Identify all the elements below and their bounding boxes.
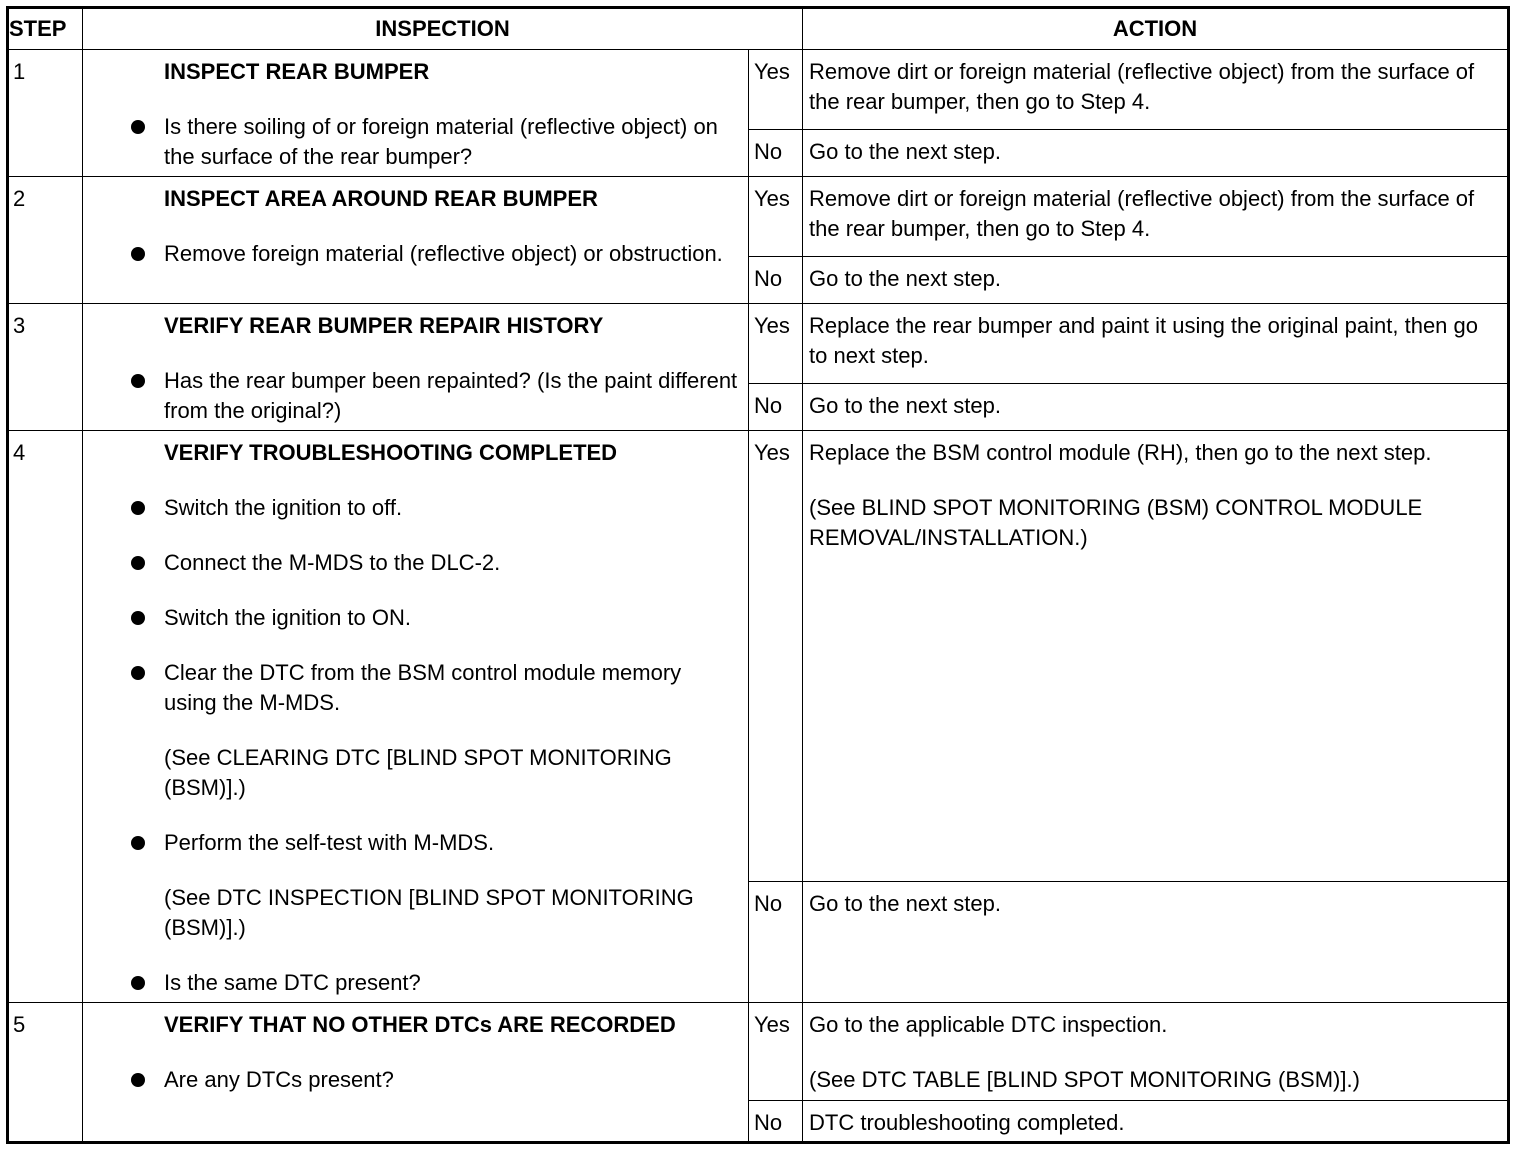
reference-note: (See DTC TABLE [BLIND SPOT MONITORING (BSM)].) [809,1067,1360,1092]
step-3-yes-row [8,304,1509,384]
no-action: Go to the next step. [803,882,1509,1003]
action-text: Replace the BSM control module (RH), then go to the next step. [809,440,1432,465]
step-4-yes-row [8,431,1509,882]
no-label: No [749,882,803,1003]
bullet-text: Is there soiling of or foreign material (reflective object) on the surface of the rear bumper? [164,114,718,169]
inspection-header: INSPECTION [83,8,803,50]
no-label: No [749,257,803,304]
bullet-item [83,493,738,523]
inspection-title: VERIFY THAT NO OTHER DTCs ARE RECORDED [164,1012,676,1037]
step-1-yes-row [8,50,1509,130]
no-label: No [749,1101,803,1143]
yes-action [803,1003,1509,1101]
bullet-text: Switch the ignition to off. [164,495,403,520]
reference-note: (See BLIND SPOT MONITORING (BSM) CONTROL MODULE REMOVAL/INSTALLATION.) [809,495,1423,550]
bullet-icon [83,603,164,633]
bullet-item [83,366,738,426]
step-number: 5 [8,1003,83,1143]
bullet-text: Is the same DTC present? [164,970,421,995]
troubleshooting-table-wrapper [6,6,1510,1144]
reference-note: (See DTC INSPECTION [BLIND SPOT MONITORING (BSM)].) [164,885,694,940]
bullet-icon [83,493,164,523]
bullet-item [83,603,738,633]
troubleshooting-table [6,6,1510,1144]
step-2-yes-row [8,177,1509,257]
bullet-icon [83,112,164,172]
header-row [8,8,1509,50]
bullet-icon [83,548,164,578]
bullet-item [83,968,738,998]
step-5-yes-row [8,1003,1509,1101]
bullet-text: Clear the DTC from the BSM control module memory using the M-MDS. [164,660,682,715]
bullet-icon [83,1065,164,1095]
bullet-item [83,548,738,578]
bullet-text: Are any DTCs present? [164,1067,394,1092]
inspection-cell [83,1003,749,1143]
step-number: 1 [8,50,83,177]
no-action: Go to the next step. [803,130,1509,177]
action-text: Go to the applicable DTC inspection. [809,1012,1168,1037]
inspection-cell [83,50,749,177]
bullet-icon [83,239,164,269]
yes-label: Yes [749,304,803,384]
bullet-icon [83,828,164,858]
no-label: No [749,130,803,177]
inspection-title: VERIFY REAR BUMPER REPAIR HISTORY [164,313,604,338]
step-header: STEP [8,8,83,50]
no-action: Go to the next step. [803,384,1509,431]
bullet-item [83,239,738,269]
yes-label: Yes [749,50,803,130]
step-number: 2 [8,177,83,304]
yes-action: Remove dirt or foreign material (reflective object) from the surface of the rear bumper, then go to Step 4. [803,177,1509,257]
yes-label: Yes [749,177,803,257]
yes-action: Replace the rear bumper and paint it using the original paint, then go to next step. [803,304,1509,384]
step-number: 3 [8,304,83,431]
bullet-item [83,658,738,718]
step-number: 4 [8,431,83,1003]
action-header: ACTION [803,8,1509,50]
action-text: Remove dirt or foreign material (reflective object) from the surface of the rear bumper, then go to Step 4. [809,59,1475,114]
inspection-title: INSPECT AREA AROUND REAR BUMPER [164,186,598,211]
reference-note: (See CLEARING DTC [BLIND SPOT MONITORING (BSM)].) [164,745,672,800]
bullet-text: Switch the ignition to ON. [164,605,412,630]
yes-action [803,50,1509,130]
yes-action [803,431,1509,882]
inspection-title: VERIFY TROUBLESHOOTING COMPLETED [164,440,618,465]
bullet-text: Remove foreign material (reflective object) or obstruction. [164,241,723,266]
inspection-cell [83,304,749,431]
inspection-cell [83,177,749,304]
bullet-icon [83,658,164,718]
bullet-text: Connect the M-MDS to the DLC-2. [164,550,501,575]
bullet-text: Perform the self-test with M-MDS. [164,830,495,855]
inspection-cell [83,431,749,1003]
bullet-icon [83,366,164,426]
bullet-item [83,828,738,858]
no-action: DTC troubleshooting completed. [803,1101,1509,1143]
no-label: No [749,384,803,431]
no-action: Go to the next step. [803,257,1509,304]
bullet-icon [83,968,164,998]
yes-label: Yes [749,1003,803,1101]
bullet-item [83,1065,738,1095]
inspection-title: INSPECT REAR BUMPER [164,59,430,84]
yes-label: Yes [749,431,803,882]
bullet-text: Has the rear bumper been repainted? (Is the paint different from the original?) [164,368,738,423]
bullet-item [83,112,738,172]
